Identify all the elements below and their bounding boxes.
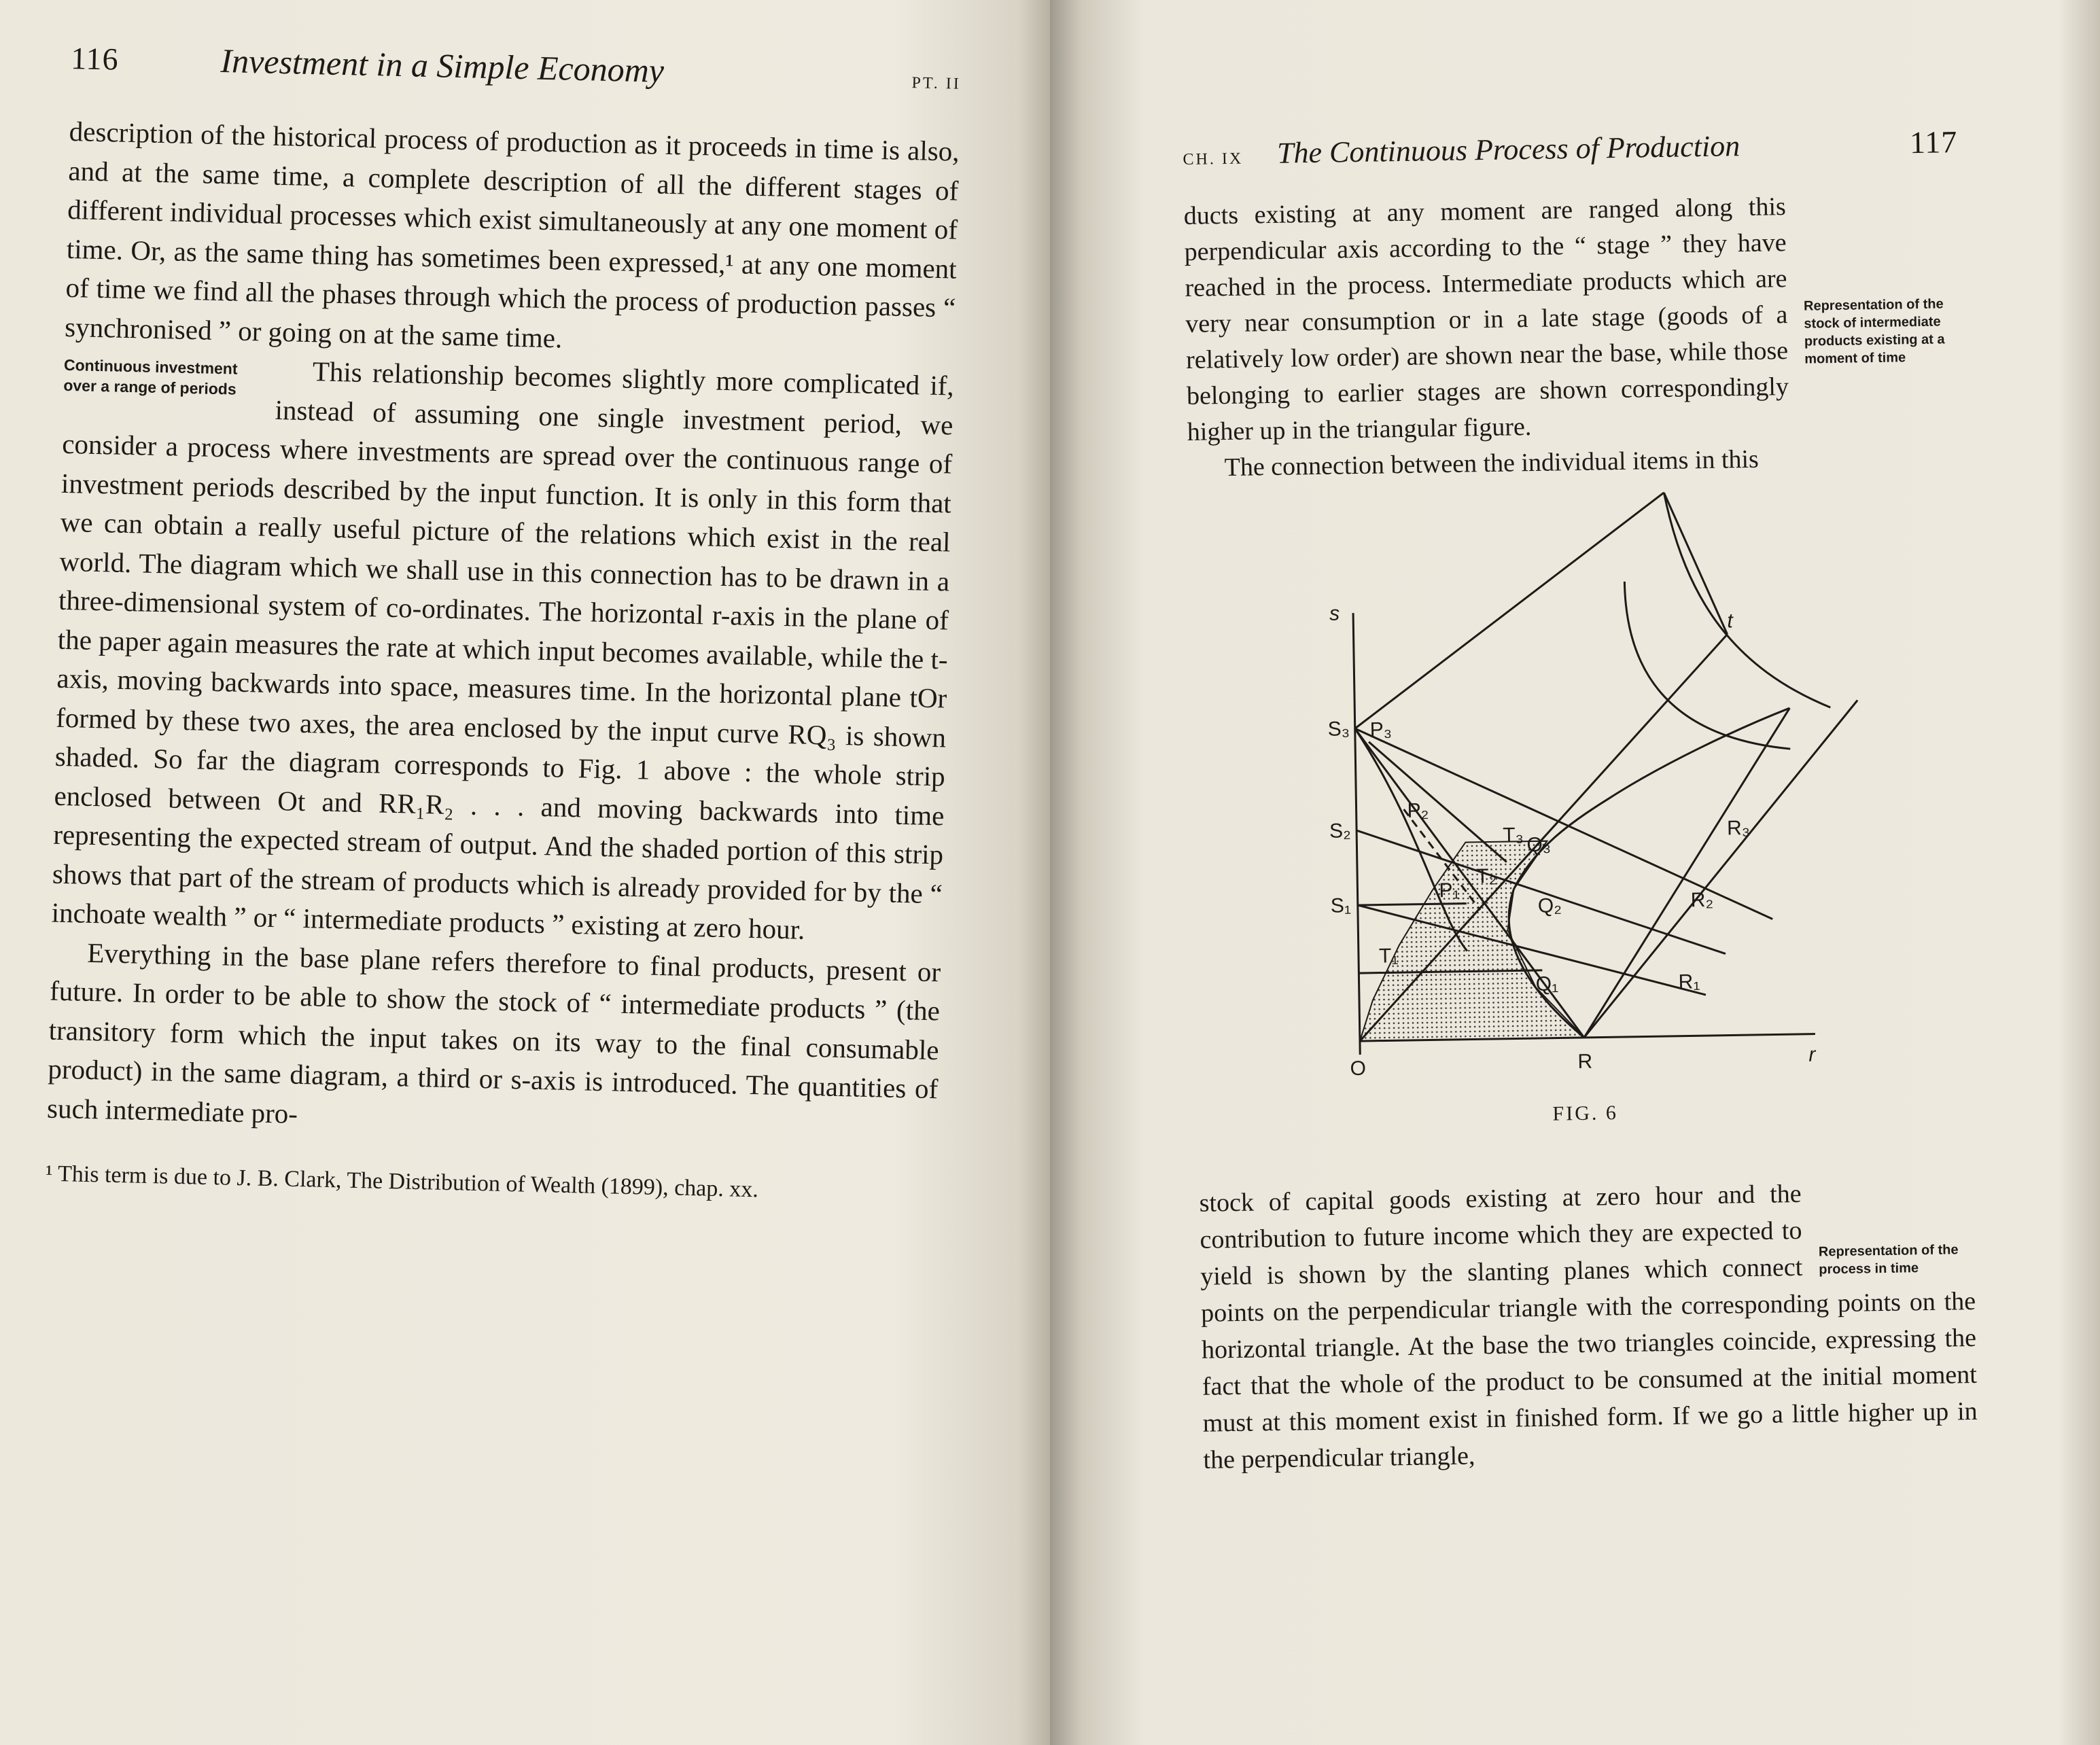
label-Q1: Q₁ [1535,972,1559,995]
label-S2: S₂ [1329,819,1352,843]
left-running-title: Investment in a Simple Economy [220,41,665,90]
left-paragraph-3: Everything in the base plane refers therefore to final products, present or future. In order to be able to show the stock of “ intermediate products ” (the transitory form which the input takes on its way to the final consumable product) in the same diagram, a third or s-axis is introduced. The quantities of such intermediate pro- [46,936,941,1129]
right-paragraph-1: ducts existing at any moment are ranged along this perpendicular axis according to the “ stage ” they have reached in the process. Intermediate products which are very near consumption or in a late stage (goods of a relatively low order) are shown near the base, while those belonging to earlier stages are shown correspondingly higher up in the triangular figure. [1183,192,1789,446]
label-S1: S₁ [1330,894,1352,917]
label-s: s [1329,602,1340,625]
left-page-content [45,37,961,1210]
s-axis [1353,613,1360,1055]
left-paragraph-2: This relationship becomes slightly more complicated if, instead of assuming one single investment period, we consider a process where investments are spread over the continuous range of investment periods described by the input function. It is only in this form that we can obtain a really useful picture of the relations which exist in the real world. The diagram which we shall use in this connection has to be drawn in a three-dimensional system of co-ordinates. The horizontal r-axis in the plane of the paper again measures the rate at which input becomes available, while the t-axis, moving backwards into space, measures time. In the horizontal plane tOr formed by these two axes, the area enclosed by the input curve RQ₃ is shown shaded. So far the diagram corresponds to Fig. 1 above : the whole strip enclosed between Ot and RR₁R₂ . . . and moving backwards into time representing the expected stream of output. And the shaded portion of this strip shows that part of the stream of products which is already provided for by the “ inchoate wealth ” or “ intermediate products ” existing at zero hour. [51,355,955,945]
label-Q3: Q₃ [1526,833,1552,857]
label-O: O [1350,1057,1367,1080]
label-P1: P₁ [1439,879,1460,902]
footnote: ¹ This term is due to J. B. Clark, The Distribution of Wealth (1899), chap. xx. [45,1161,759,1203]
apex-edge [1664,492,1727,635]
label-R1: R₁ [1678,970,1700,993]
figure-6 [1188,474,1974,1166]
right-paragraph-2: The connection between the individual items in this [1224,444,1760,482]
figure-caption: FIG. 6 [1552,1101,1619,1125]
label-R2: R₂ [1690,888,1714,912]
margin-note-continuous-investment: Continuous investment over a range of periods [63,355,238,398]
right-paragraph-3: stock of capital goods existing at zero hour and the contribution to future income which they are expected to yield is shown by the slanting planes which connect points on the perpendicular triangle with the corresponding points on the horizontal triangle. At the base the two triangles coincide, expressing the fact that the whole of the product to be consumed at the initial moment must at this moment exist in finished form. If we go a little higher up in the perpendicular triangle, [1199,1179,1978,1475]
label-R3: R₃ [1726,817,1751,840]
part-label: PT. II [911,74,962,93]
label-S3: S₃ [1327,718,1350,741]
left-body-text [45,112,960,1210]
right-page [1050,0,2100,1745]
label-T1: T₁ [1378,945,1399,968]
right-body-text-bottom [1199,1173,1978,1479]
figure-6-diagram [1188,474,1973,1125]
right-running-header [1183,124,1958,198]
inner-curve-2 [1624,579,1790,752]
label-t: t [1727,610,1733,633]
label-Q2: Q₂ [1537,894,1562,917]
right-running-title: The Continuous Process of Production [1276,129,1740,170]
chapter-label: CH. IX [1183,149,1244,169]
label-T2: T₂ [1475,864,1497,888]
page-number-116: 116 [70,40,120,77]
shaded-input-area [1357,841,1584,1041]
label-r: r [1808,1043,1816,1066]
margin-note-process-in-time: Representation of the process in time [1818,1242,1959,1277]
label-T3: T₃ [1502,824,1524,847]
right-page-content [1183,124,1978,1479]
right-body-text-top [1183,186,1963,487]
page-number-117: 117 [1909,124,1958,160]
label-P3: P₃ [1369,718,1393,741]
label-P2: P₂ [1407,799,1429,822]
margin-note-stock-representation: Representation of the stock of intermediate products existing at a moment of time [1803,296,1945,367]
label-R: R [1577,1050,1593,1074]
left-paragraph-1: description of the historical process of production as it proceeds in time is also, and at the same time, a complete description of all the different stages of different individual processes which exist simultaneously at any one moment of time. Or, as the same thing has sometimes been expressed,¹ at any one moment of time we find all the phases through which the process of production passes “ synchronised ” or going on at the same time. [64,115,960,353]
top-slant-s3-apex [1351,493,1667,728]
